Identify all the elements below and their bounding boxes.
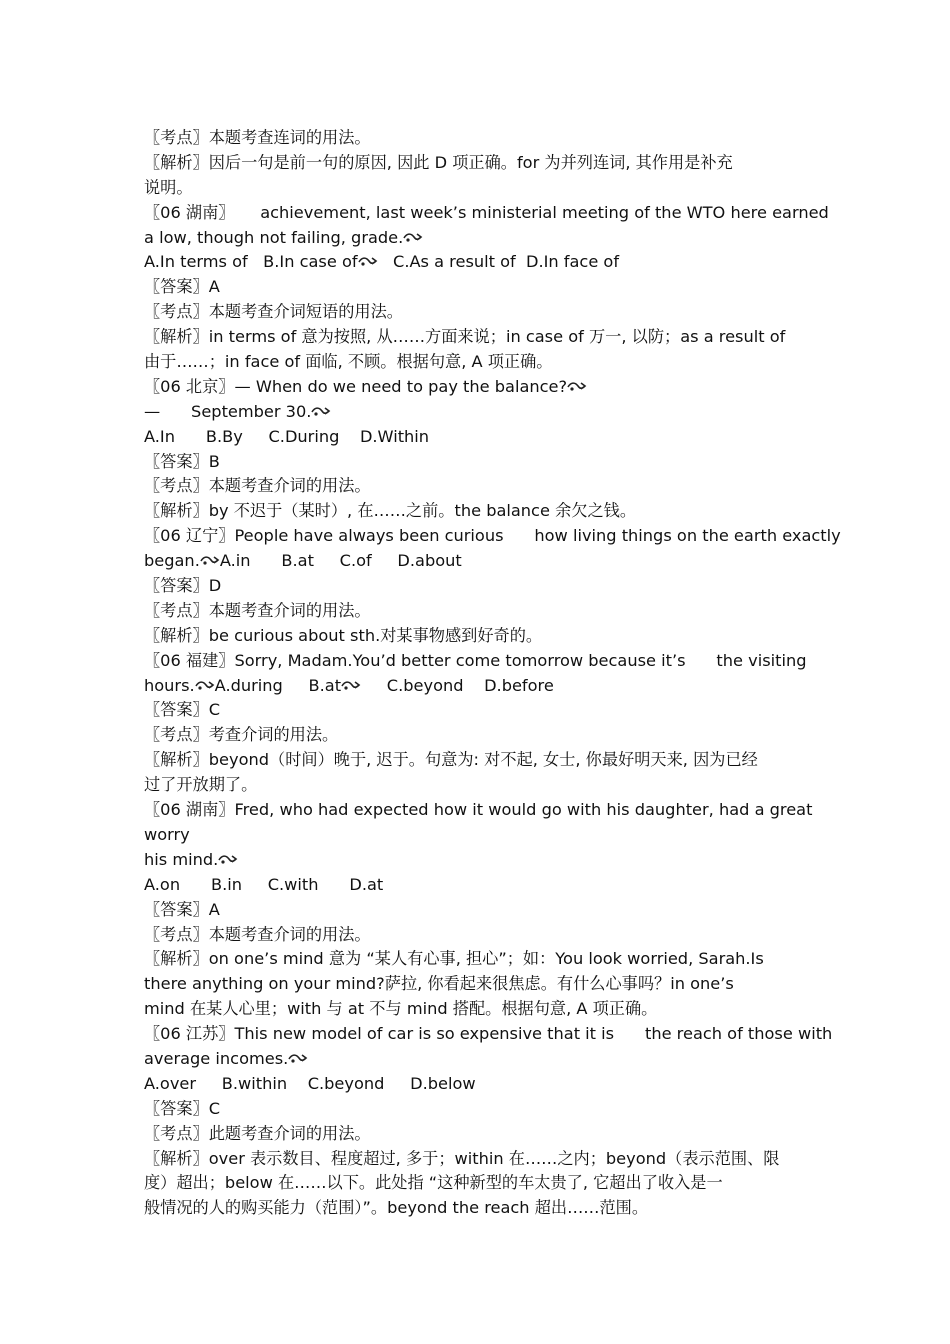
mouse-arrow-icon (218, 853, 238, 867)
text-line: 〖解析〗be curious about sth.对某事物感到好奇的。 (144, 625, 543, 645)
text-line: 〖解析〗on one’s mind 意为 “某人有心事, 担心”；如：You look worried, Sarah.Is (144, 949, 764, 969)
line-text: his mind. (144, 849, 219, 869)
text-line: 〖答案〗C (144, 700, 221, 720)
text-line: 〖考点〗本题考查介词的用法。 (144, 476, 371, 496)
text-line: 〖答案〗B (144, 451, 220, 471)
text-line: 由于……；in face of 面临, 不顾。根据句意, A 项正确。 (144, 352, 553, 372)
text-line: 〖考点〗本题考查连词的用法。 (144, 128, 371, 147)
text-line: 〖答案〗C (144, 1098, 221, 1118)
line-text: C.beyond D.before (361, 675, 554, 695)
mouse-arrow-icon (200, 554, 220, 568)
line-text: began. (144, 551, 200, 571)
text-line: 〖解析〗因后一句是前一句的原因, 因此 D 项正确。for 为并列连词, 其作用是补充 (144, 152, 733, 172)
text-line (144, 549, 812, 574)
text-line: 〖06 湖南〗Fred, who had expected how it would go with his daughter, had a great (144, 800, 813, 820)
text-line: 〖考点〗考查介词的用法。 (144, 725, 339, 745)
line-text: a low, though not failing, grade. (144, 227, 404, 247)
text-line: there anything on your mind?萨拉, 你看起来很焦虑。有什么心事吗？in one’s (144, 974, 734, 994)
line-text: C.As a result of D.In face of (377, 252, 620, 272)
text-line: 〖解析〗in terms of 意为按照, 从……方面来说；in case of 万一, 以防；as a result of (144, 327, 786, 347)
document-body (144, 126, 841, 1221)
text-line (144, 375, 812, 400)
line-text: A.during B.at (214, 675, 342, 695)
text-line: 〖解析〗beyond（时间）晚于, 迟于。句意为: 对不起, 女士, 你最好明天来, 因为已经 (144, 750, 758, 770)
text-line (144, 848, 812, 873)
text-line (144, 1047, 812, 1072)
line-text: average incomes. (144, 1048, 289, 1068)
line-text: A.In terms of B.In case of (144, 252, 358, 272)
mouse-arrow-icon (311, 405, 331, 419)
line-text: A.in B.at C.of D.about (219, 551, 462, 571)
text-line: 〖06 江苏〗This new model of car is so expensive that it is the reach of those with (144, 1024, 833, 1044)
text-line (144, 400, 812, 425)
text-line: 过了开放期了。 (144, 775, 258, 795)
text-line: A.on B.in C.with D.at (144, 874, 384, 894)
text-line (144, 226, 812, 251)
text-line: 〖考点〗此题考查介词的用法。 (144, 1123, 371, 1143)
line-text: — September 30. (144, 401, 312, 421)
text-line: A.over B.within C.beyond D.below (144, 1073, 476, 1093)
text-line: 〖06 福建〗Sorry, Madam.You’d better come tomorrow because it’s the visiting (144, 650, 807, 670)
text-line: 〖考点〗本题考查介词的用法。 (144, 924, 371, 944)
text-line: 〖06 湖南〗 achievement, last week’s ministerial meeting of the WTO here earned (144, 202, 829, 222)
text-line: 〖考点〗本题考查介词的用法。 (144, 600, 371, 620)
text-line: mind 在某人心里；with 与 at 不与 mind 搭配。根据句意, A 项正确。 (144, 999, 658, 1019)
text-line: 〖解析〗by 不迟于（某时）, 在……之前。the balance 余欠之钱。 (144, 501, 637, 521)
text-line (144, 250, 812, 275)
text-line: 〖解析〗over 表示数目、程度超过, 多于；within 在……之内；beyond（表示范围、限 (144, 1148, 780, 1168)
text-line: A.In B.By C.During D.Within (144, 426, 430, 446)
text-line: 般情况的人的购买能力（范围）”。beyond the reach 超出……范围。 (144, 1198, 649, 1218)
text-line (144, 674, 812, 699)
text-line: 〖答案〗A (144, 277, 220, 297)
text-line: 〖答案〗D (144, 576, 222, 596)
line-text: hours. (144, 675, 195, 695)
text-line: 度）超出；below 在……以下。此处指 “这种新型的车太贵了, 它超出了收入是一 (144, 1173, 723, 1193)
mouse-arrow-icon (288, 1052, 308, 1066)
text-line: worry (144, 824, 190, 844)
text-line: 说明。 (144, 177, 193, 197)
mouse-arrow-icon (341, 679, 361, 693)
text-line: 〖答案〗A (144, 899, 220, 919)
text-line: 〖考点〗本题考查介词短语的用法。 (144, 302, 403, 322)
line-text: 〖06 北京〗— When do we need to pay the balance? (144, 376, 568, 396)
text-line: 〖06 辽宁〗People have always been curious how living things on the earth exactly (144, 526, 841, 546)
mouse-arrow-icon (403, 231, 423, 245)
mouse-arrow-icon (567, 380, 587, 394)
mouse-arrow-icon (195, 679, 215, 693)
mouse-arrow-icon (358, 255, 378, 269)
